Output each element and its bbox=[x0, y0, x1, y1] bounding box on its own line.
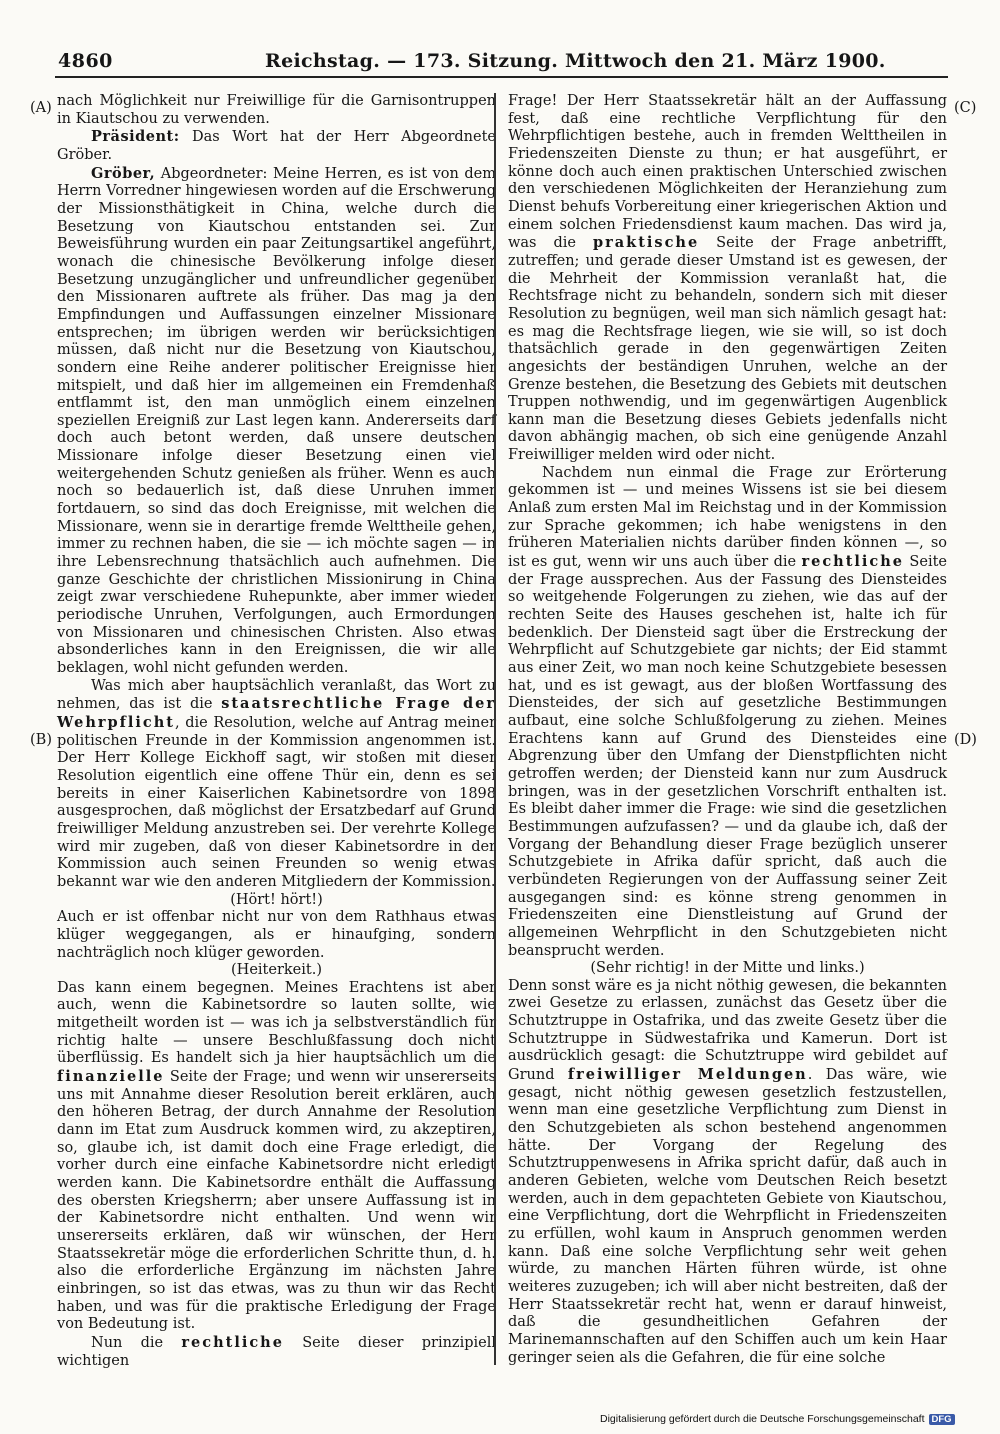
paragraph bbox=[57, 128, 496, 164]
paragraph-text: Frage! Der Herr Staatssekretär hält an der Auffassung fest, daß eine rechtliche Verpflichtung für den Wehrpflichtigen bestehe, auch in fremden Welttheilen in Friedenszeiten Dienste zu thun; er hat ausgeführt, er könne doch auch einen praktischen Unterschied zwischen den verschiedenen Möglichkeiten der Heranziehung zum Dienst behufs Vorbereitung einer kriegerischen Aktion und einem solchen Friedensdienst kaum machen. Das wird ja, was die bbox=[508, 93, 947, 252]
paragraph bbox=[508, 465, 947, 960]
emphasis-text: staatsrechtliche Frage der Wehrpflicht bbox=[57, 695, 496, 731]
credit-text: Digitalisierung gefördert durch die Deutsche Forschungsgemeinschaft bbox=[600, 1413, 925, 1425]
margin-mark-c: (C) bbox=[954, 100, 977, 116]
paragraph-text: Das kann einem begegnen. Meines Erachtens ist aber auch, wenn die Kabinetsordre so lauten sollte, wie mitgetheilt worden ist — was ich ja selbstverständlich für richtig halte — unsere Beschlußfassung doch nicht überflüssig. Es handelt sich ja hier hauptsächlich um die bbox=[57, 979, 496, 1067]
interjection: (Sehr richtig! in der Mitte und links.) bbox=[590, 960, 865, 977]
right-text-column bbox=[508, 93, 947, 1367]
page-header bbox=[0, 0, 1000, 92]
dfg-logo: DFG bbox=[929, 1414, 955, 1425]
paragraph-text: Seite dieser prinzipiell wichtigen bbox=[57, 1334, 496, 1369]
speaker-name: Gröber, bbox=[91, 164, 156, 182]
paragraph bbox=[57, 980, 496, 1334]
paragraph-text: Seite der Frage aussprechen. Aus der Fassung des Diensteides so weitgehende Folgerungen zu ziehen, wie das auf der rechten Seite des Hauses geschehen ist, halte ich für bedenklich. Der Diensteid sagt über die Erstreckung der Wehrpflicht auf Schutzgebiete gar nichts; der Eid stammt aus einer Zeit, wo man noch keine Schutzgebiete besessen hat, und es ist gewagt, aus der bloßen Wortfassung des Diensteides, der sich auf gesetzliche Bestimmungen aufbaut, eine solche Schlußfolgerung zu ziehen. Meines Erachtens kann auf Grund des Diensteides eine Abgrenzung über den Umfang der Dienstpflichten nicht getroffen werden; der Diensteid kann nur zum Ausdruck bringen, was in der gesetzlichen Vorschrift enthalten ist. Es bleibt daher immer die Frage: wie sind die gesetzlichen Bestimmungen aufzufassen? — und da glaube ich, daß der Vorgang der Behandlung dieser Frage bezüglich unserer Schutzgebiete in Afrika dafür spricht, daß auch die verbündeten Regierungen von der Auffassung seiner Zeit ausgegangen sind: es könne streng genommen in Friedenszeiten eine Dienstleistung auf Grund der allgemeinen Wehrpflicht in den Schutzgebieten nicht beansprucht werden. bbox=[508, 554, 947, 959]
paragraph-text: Was mich aber hauptsächlich veranlaßt, das Wort zu nehmen, das ist die bbox=[57, 677, 496, 713]
emphasis-text: finanzielle bbox=[57, 1068, 165, 1086]
margin-mark-b: (B) bbox=[30, 732, 52, 748]
left-text-column bbox=[57, 93, 496, 1370]
paragraph-text: Das Wort hat der Herr Abgeordnete Gröber. bbox=[57, 129, 496, 163]
column-divider bbox=[494, 93, 496, 1365]
paragraph-text: Seite der Frage anbetrifft, zutreffen; und gerade dieser Umstand ist es gewesen, der die Mehrheit der Kommission veranlaßt hat, die Rechtsfrage nicht zu behandeln, sondern sich mit dieser Resolution zu begnügen, weil man sich nämlich gesagt hat: es mag die Rechtsfrage liegen, wie sie will, so ist doch thatsächlich gerade in den gegenwärtigen Zeiten angesichts der beständigen Unruhen, welche an der Grenze bestehen, die Besetzung des Gebiets mit deutschen Truppen nothwendig, und im gegenwärtigen Augenblick kann man die Besetzung dieses Gebiets jedenfalls nicht davon abhängig machen, ob sich eine genügende Anzahl Freiwilliger melden wird oder nicht. bbox=[508, 235, 947, 464]
paragraph-text: Seite der Frage; und wenn wir unsererseits uns mit Annahme dieser Resolution bereit erklären, auch den höheren Betrag, der durch Annahme der Resolution dann im Etat zum Ausdruck kommen wird, zu akzeptiren, so, glaube ich, ist damit doch eine Frage erledigt, die vorher durch eine einfache Kabinetsordre nicht erledigt werden kann. Die Kabinetsordre enthält die Auffassung des obersten Kriegsherrn; aber unsere Auffassung ist in der Kabinetsordre nicht enthalten. Und wenn wir unsererseits erklären, daß wir wünschen, der Herr Staatssekretär möge die erforderlichen Schritte thun, d. h. also die erforderliche Ergänzung im nächsten Jahre einbringen, so ist das etwas, was zu thun wir das Recht haben, und was für die praktische Erledigung der Frage von Bedeutung ist. bbox=[57, 1069, 496, 1333]
emphasis-text: freiwilliger Meldungen bbox=[567, 1066, 808, 1084]
digitization-credit bbox=[600, 1413, 955, 1425]
paragraph-text: Denn sonst wäre es ja nicht nöthig gewesen, die bekannten zwei Gesetze zu erlassen, zunächst das Gesetz über die Schutztruppe in Ostafrika, und das zweite Gesetz über die Schutztruppe in Südwestafrika und Kamerun. Dort ist ausdrücklich gesagt: die Schutztruppe wird gebildet auf Grund bbox=[508, 977, 947, 1084]
paragraph bbox=[508, 93, 947, 465]
header-rule bbox=[55, 76, 948, 78]
paragraph-text: . Das wäre, wie gesagt, nicht nöthig gewesen gesetzlich festzustellen, wenn man eine gesetzliche Verpflichtung zum Dienst in den Schutzgebieten als schon bestehend angenommen hätte. Der Vorgang der Regelung des Schutztruppenwesens in Afrika spricht dafür, daß auch in anderen Gebieten, welche vom Deutschen Reich besetzt werden, auch in dem gepachteten Gebiete von Kiautschou, eine Verpflichtung, dort die Wehrpflicht in Friedenszeiten zu erfüllen, wohl kaum in Anspruch genommen werden kann. Daß eine solche Verpflichtung sehr weit gehen würde, zu manchen Härten führen würde, ist ohne weiteres zuzugeben; ich will aber nicht bestreiten, daß der Herr Staatssekretär recht hat, wenn er darauf hinweist, daß die gesundheitlichen Gefahren der Marinemannschaften auf den Schiffen auch um kein Haar geringer seien als die Gefahren, die für eine solche bbox=[508, 1067, 947, 1366]
speaker-name: Präsident: bbox=[91, 128, 180, 146]
emphasis-text: praktische bbox=[593, 234, 700, 252]
paragraph bbox=[57, 678, 496, 892]
running-title: Reichstag. — 173. Sitzung. Mittwoch den 21. März 1900. bbox=[265, 50, 886, 72]
margin-mark-d: (D) bbox=[954, 732, 977, 748]
paragraph-text: Abgeordneter: Meine Herren, es ist von dem Herrn Vorredner hingewiesen worden auf die Erschwerung der Missionsthätigkeit in China, welche durch die Besetzung von Kiautschou entstanden sei. Zur Beweisführung wurden ein paar Zeitungsartikel angeführt, wonach die chinesische Bevölkerung infolge dieser Besetzung unzugänglicher und unfreundlicher gegenüber den Missionaren auftrete als früher. Das mag ja den Empfindungen und Auffassungen einzelner Missionare entsprechen; im übrigen werden wir berücksichtigen müssen, daß nicht nur die Besetzung von Kiautschou, sondern eine Reihe anderer politischer Ereignisse hier mitspielt, und daß hier im allgemeinen ein Fremdenhaß entflammt ist, den man unmöglich einem einzelnen speziellen Ereigniß zur Last legen kann. Andererseits darf doch auch betont werden, daß unsere deutschen Missionare infolge dieser Besetzung einen viel weitergehenden Schutz genießen als früher. Wenn es auch noch so bedauerlich ist, daß diese Unruhen immer fortdauern, so sind das doch Ereignisse, mit welchen die Missionare, wenn sie in derartige fremde Welttheile gehen, immer zu rechnen haben, die sie — ich möchte sagen — in ihre Lebensrechnung thatsächlich auch aufnehmen. Die ganze Geschichte der christlichen Missionirung in China zeigt zwar verschiedene Ruhepunkte, aber immer wieder periodische Unruhen, Verfolgungen, auch Ermordungen von Missionaren und chinesischen Christen. Also etwas absonderliches kann in den Ereignissen, die wir alle beklagen, wohl nicht gefunden werden. bbox=[57, 165, 496, 676]
margin-mark-a: (A) bbox=[30, 100, 52, 116]
paragraph bbox=[57, 1334, 496, 1370]
paragraph: Auch er ist offenbar nicht nur von dem Rathhaus etwas klüger weggegangen, als er hinaufging, sondern nachträglich noch klüger geworden. bbox=[57, 909, 496, 961]
paragraph bbox=[57, 165, 496, 678]
interjection: (Heiterkeit.) bbox=[231, 962, 322, 979]
paragraph bbox=[508, 978, 947, 1367]
emphasis-text: rechtliche bbox=[181, 1333, 284, 1351]
paragraph: nach Möglichkeit nur Freiwillige für die Garnisontruppen in Kiautschou zu verwenden. bbox=[57, 93, 496, 127]
page-number: 4860 bbox=[58, 50, 113, 72]
interjection: (Hört! hört!) bbox=[230, 891, 323, 908]
paragraph-text: Nachdem nun einmal die Frage zur Erörterung gekommen ist — und meines Wissens ist sie bei diesem Anlaß zum ersten Mal im Reichstag und in der Kommission zur Sprache gekommen; ich habe wenigstens in den früheren Materialien nichts darüber finden können —, so ist es gut, wenn wir uns auch über die bbox=[508, 464, 947, 571]
paragraph-text: Nun die bbox=[91, 1334, 182, 1351]
emphasis-text: rechtliche bbox=[801, 553, 905, 571]
paragraph-text: , die Resolution, welche auf Antrag meiner politischen Freunde in der Kommission angenommen ist. Der Herr Kollege Eickhoff sagt, wir stoßen mit dieser Resolution eigentlich eine offene Thür ein, denn es sei bereits in einer Kaiserlichen Kabinetsordre von 1898 ausgesprochen, daß möglichst der Ersatzbedarf auf Grund freiwilliger Meldung anzustreben sei. Der verehrte Kollege wird mir zugeben, daß von dieser Kabinetsordre in der Kommission auch seinen Freunden so wenig etwas bekannt war wie den anderen Mitgliedern der Kommission. bbox=[57, 714, 496, 890]
